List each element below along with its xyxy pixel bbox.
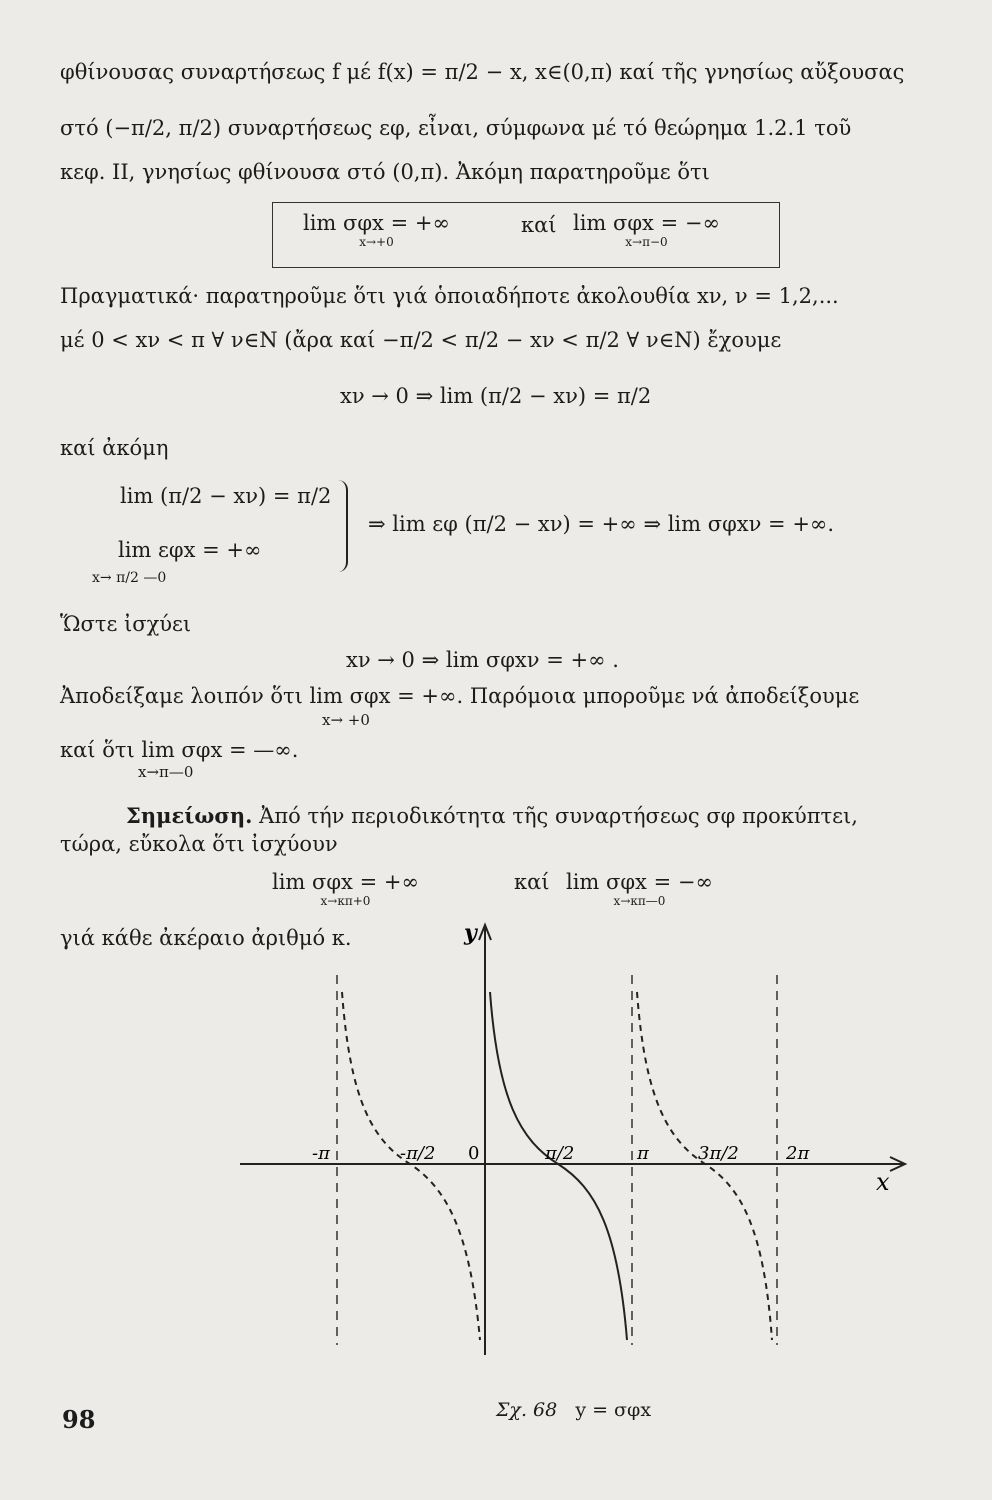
text-line-4: Πραγματικά· παρατηροῦμε ὅτι γιά ὁποιαδήποτε ἀκολουθία xν, ν = 1,2,... [60,284,839,308]
periodic-and: καί [514,870,550,894]
y-axis-label: y [464,920,477,946]
text-line-5: μέ 0 < xν < π ∀ ν∈N (ἄρα καί −π/2 < π/2 − xν < π/2 ∀ ν∈N) ἔχουμε [60,328,782,352]
text-line-8: Ὥστε ἰσχύει [60,612,192,636]
cot-branch-3 [637,992,772,1340]
tick-half-pi: π/2 [545,1143,575,1164]
system-row-1: lim (π/2 − xν) = π/2 [120,484,332,508]
system-row-2: lim εφx = +∞ [118,538,262,562]
note-label: Σημείωση. [126,803,253,828]
boxed-limit-formula [272,202,780,268]
figure-caption: Σχ. 68 y = σφx [496,1399,652,1421]
tick-two-pi: 2π [786,1143,810,1164]
tick-pi: π [637,1143,649,1164]
note-line [126,804,858,828]
text-line-15: γιά κάθε ἀκέραιο ἀριθμό κ. [60,926,352,950]
y-axis-arrow [479,925,491,940]
text-line-3: κεφ. II, γνησίως φθίνουσα στό (0,π). Ἀκόμη παρατηροῦμε ὅτι [60,160,710,184]
limit-right: lim σφx = −∞ x→π−0 [573,211,720,249]
text-line-6: xν → 0 ⇒ lim (π/2 − xν) = π/2 [340,384,652,408]
text-line-11-sub: x→π—0 [138,763,194,781]
cot-branch-2 [490,992,627,1340]
page-number: 98 [62,1405,96,1434]
system-implies: ⇒ lim εφ (π/2 − xν) = +∞ ⇒ lim σφxν = +∞. [368,512,835,536]
periodic-limit-left: lim σφx = +∞ x→κπ+0 [272,870,419,908]
text-line-7: καί ἀκόμη [60,436,169,460]
system-row-2-sub: x→ π/2 —0 [92,570,167,586]
text-line-9: xν → 0 ⇒ lim σφxν = +∞ . [346,648,619,672]
system-brace [336,480,348,572]
text-line-1: φθίνουσας συναρτήσεως f μέ f(x) = π/2 − x, x∈(0,π) καί τῆς γνησίως αὔξουσας [60,60,905,84]
cot-branch-1 [342,992,480,1340]
text-line-11: καί ὅτι lim σφx = —∞. [60,738,299,762]
x-axis-arrow [890,1157,905,1171]
periodic-limit-right: lim σφx = −∞ x→κπ—0 [566,870,713,908]
text-line-10-sub: x→ +0 [322,711,370,729]
tick-neg-half-pi: -π/2 [400,1143,436,1164]
boxed-and: καί [521,213,557,237]
tick-neg-pi: -π [312,1143,330,1164]
text-line-13: τώρα, εὔκολα ὅτι ἰσχύουν [60,832,338,856]
tick-three-half-pi: 3π/2 [698,1143,739,1164]
text-line-10: Ἀποδείξαμε λοιπόν ὅτι lim σφx = +∞. Παρόμοια μποροῦμε νά ἀποδείξουμε [60,684,860,708]
text-line-2: στό (−π/2, π/2) συναρτήσεως εφ, εἶναι, σύμφωνα μέ τό θεώρημα 1.2.1 τοῦ [60,116,852,140]
x-axis-label: x [876,1168,890,1196]
tick-zero: 0 [468,1143,480,1164]
note-text: Ἀπό τήν περιοδικότητα τῆς συναρτήσεως σφ προκύπτει, [259,804,858,828]
limit-left: lim σφx = +∞ x→+0 [303,211,450,249]
